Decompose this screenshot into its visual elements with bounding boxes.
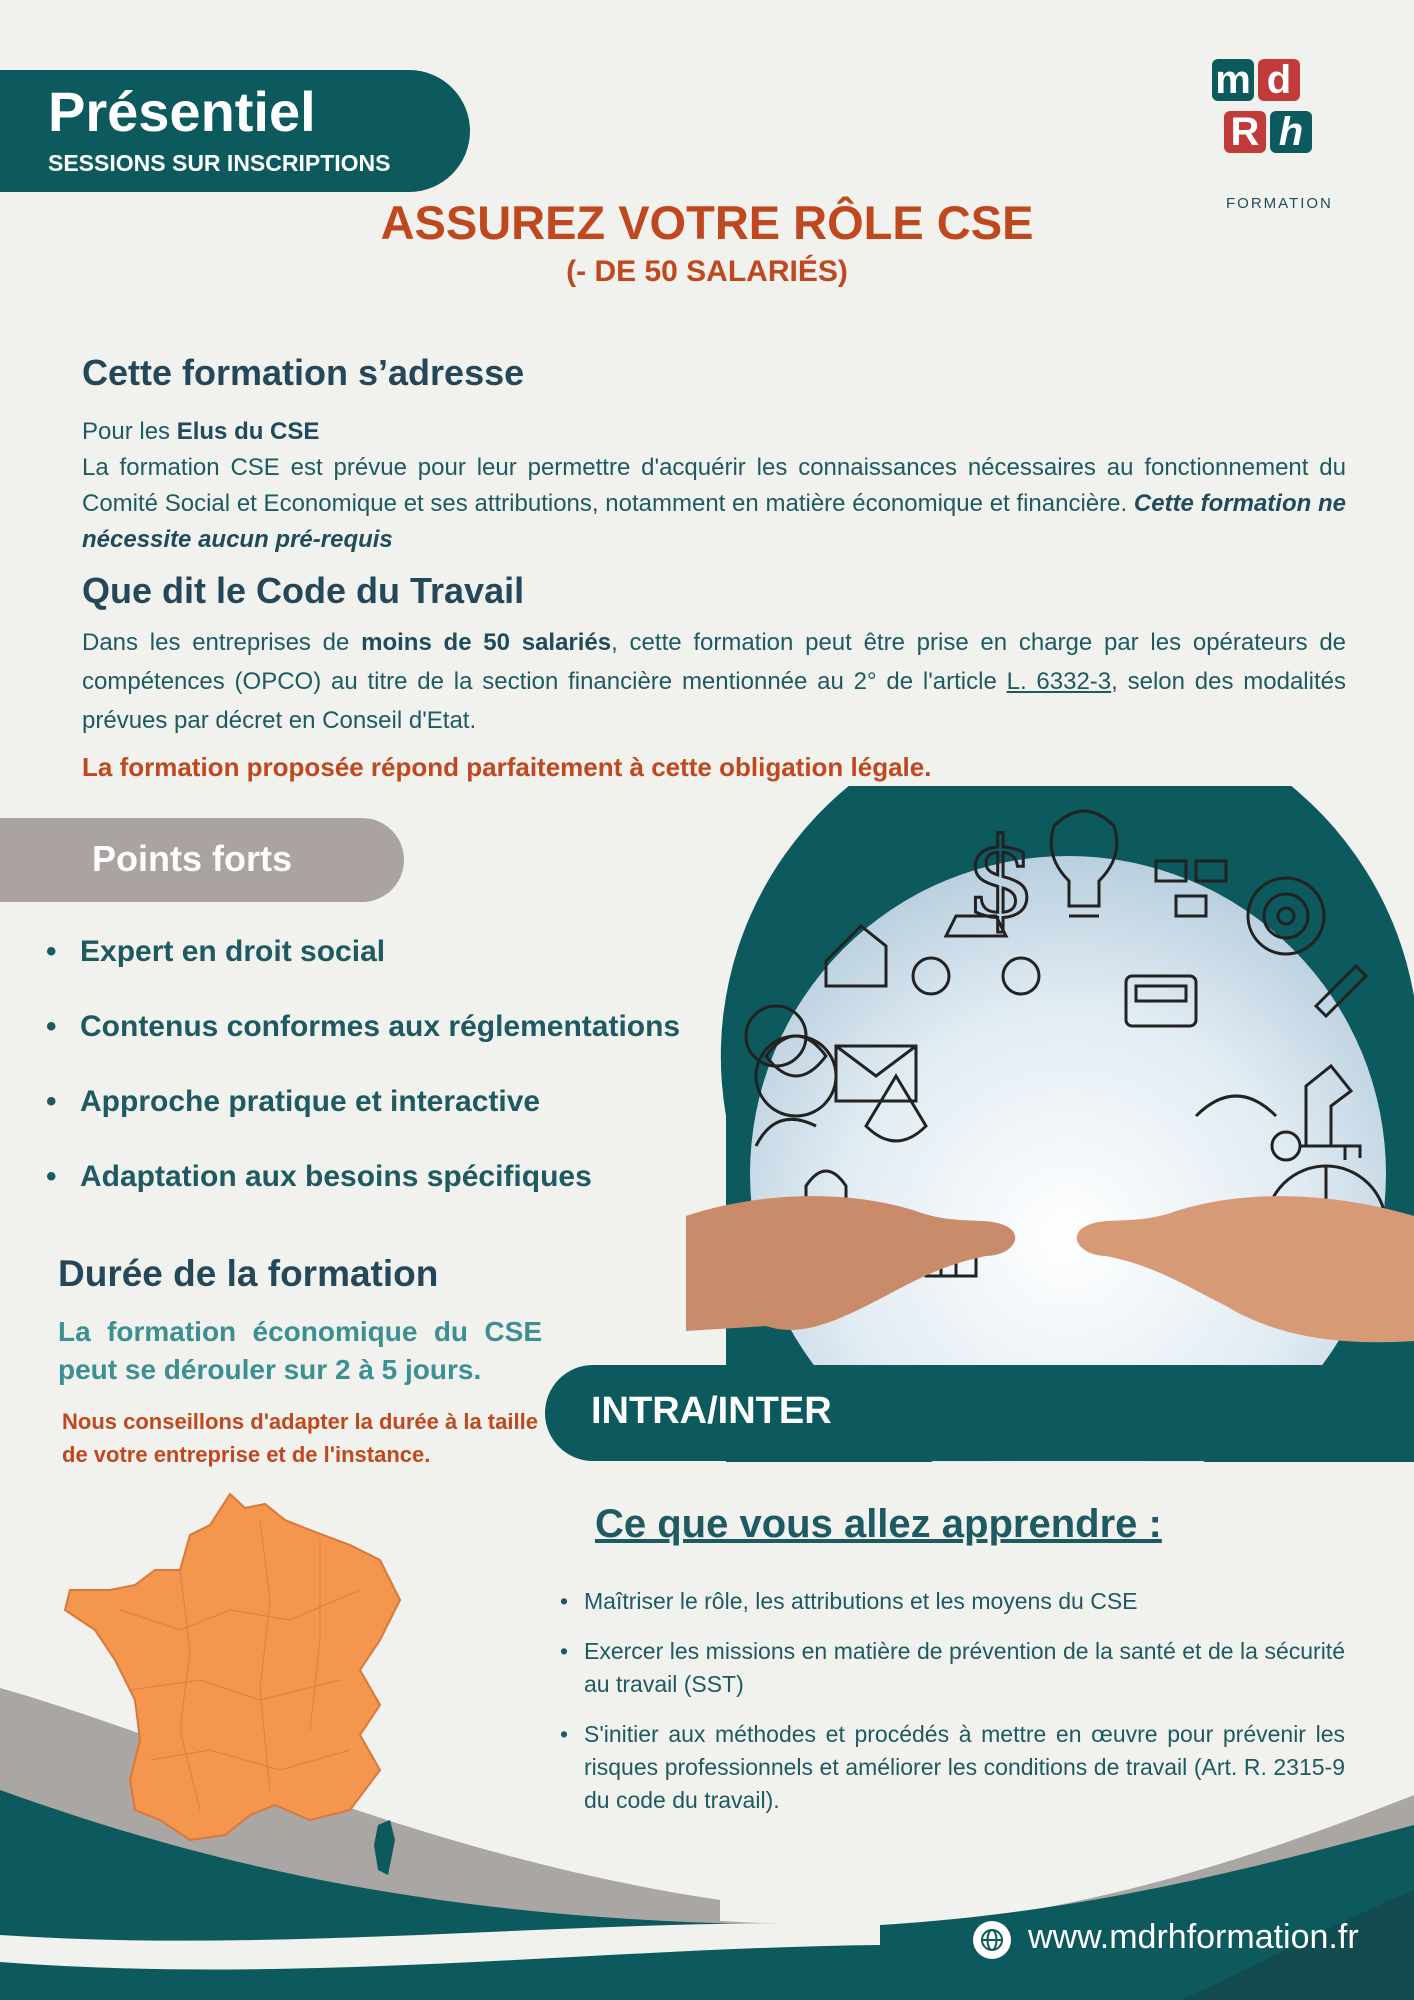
website-link[interactable]: www.mdrhformation.fr	[1028, 1918, 1359, 1956]
points-forts-heading: Points forts	[92, 838, 293, 879]
mode-label: Présentiel	[48, 80, 316, 143]
code-heading: Que dit le Code du Travail	[82, 570, 525, 611]
learning-heading: Ce que vous allez apprendre :	[595, 1502, 1162, 1546]
audience-heading: Cette formation s’adresse	[82, 352, 525, 393]
list-item: • Contenus conformes aux réglementations	[40, 1010, 680, 1085]
list-item: • Adaptation aux besoins spécifiques	[40, 1160, 680, 1235]
points-forts-banner	[0, 818, 404, 902]
audience-text: La formation CSE est prévue pour leur permettre d'acquérir les connaissances nécessaires au fonctionnement du Comité Social et Economique et ses attributions, notamment en matière économique et financière.	[82, 454, 1346, 517]
list-item: • Maîtriser le rôle, les attributions et les moyens du CSE	[560, 1585, 1345, 1618]
sessions-label: SESSIONS SUR INSCRIPTIONS	[48, 150, 391, 176]
duree-note: Nous conseillons d'adapter la durée à la taille de votre entreprise et de l'instance.	[62, 1409, 538, 1467]
intra-inter-banner	[545, 1365, 1414, 1461]
audience-intro-bold: Elus du CSE	[176, 418, 320, 445]
audience-intro: Pour les	[82, 418, 177, 445]
code-text-1: Dans les entreprises de	[82, 629, 362, 656]
hands-icons-illustration	[686, 786, 1414, 1462]
mdrh-logo	[1210, 55, 1350, 215]
duree-text: La formation économique du CSE peut se dérouler sur 2 à 5 jours.	[58, 1316, 542, 1385]
list-item: • Exercer les missions en matière de prévention de la santé et de la sécurité au travail (SST)	[560, 1635, 1345, 1701]
code-text-bold: moins de 50 salariés	[361, 629, 612, 656]
logo-word: FORMATION	[1226, 195, 1333, 212]
list-item: • Approche pratique et interactive	[40, 1085, 680, 1160]
article-link[interactable]: L. 6332-3	[1006, 668, 1112, 695]
list-item: • Expert en droit social	[40, 935, 680, 1010]
globe-icon	[972, 1920, 1012, 1960]
learning-list	[560, 1585, 1345, 1834]
page-title: ASSUREZ VOTRE RÔLE CSE	[380, 196, 1034, 249]
logo-tile-d: d	[1258, 59, 1300, 101]
france-map	[60, 1490, 420, 1890]
duree-heading: Durée de la formation	[58, 1253, 439, 1294]
logo-tile-r: R	[1224, 111, 1266, 153]
legal-obligation-note: La formation proposée répond parfaitement à cette obligation légale.	[82, 752, 932, 782]
page-subtitle: (- DE 50 SALARIÉS)	[566, 255, 848, 288]
svg-text:$: $	[966, 814, 1036, 942]
intra-inter-label: INTRA/INTER	[591, 1390, 832, 1432]
logo-tile-h: h	[1270, 111, 1312, 153]
list-item: • S'initier aux méthodes et procédés à mettre en œuvre pour prévenir les risques professionnels et améliorer les conditions de travail (Art. R. 2315-9 du code du travail).	[560, 1718, 1345, 1817]
code-text-2: , cette formation peut être prise en charge par les opérateurs de compétences (OPCO) au titre de la section financière mentionnée au 2° de l'article	[82, 629, 1347, 695]
logo-tile-m: m	[1212, 59, 1254, 101]
code-paragraph	[82, 623, 1346, 740]
audience-paragraph	[82, 414, 1346, 558]
code-text-3: , selon des modalités prévues par décret en Conseil d'Etat.	[82, 668, 1346, 734]
audience-text-bold: Cette formation ne nécessite aucun pré-requis	[82, 490, 1347, 553]
points-forts-list	[40, 935, 680, 1235]
presentiel-banner	[0, 70, 470, 192]
